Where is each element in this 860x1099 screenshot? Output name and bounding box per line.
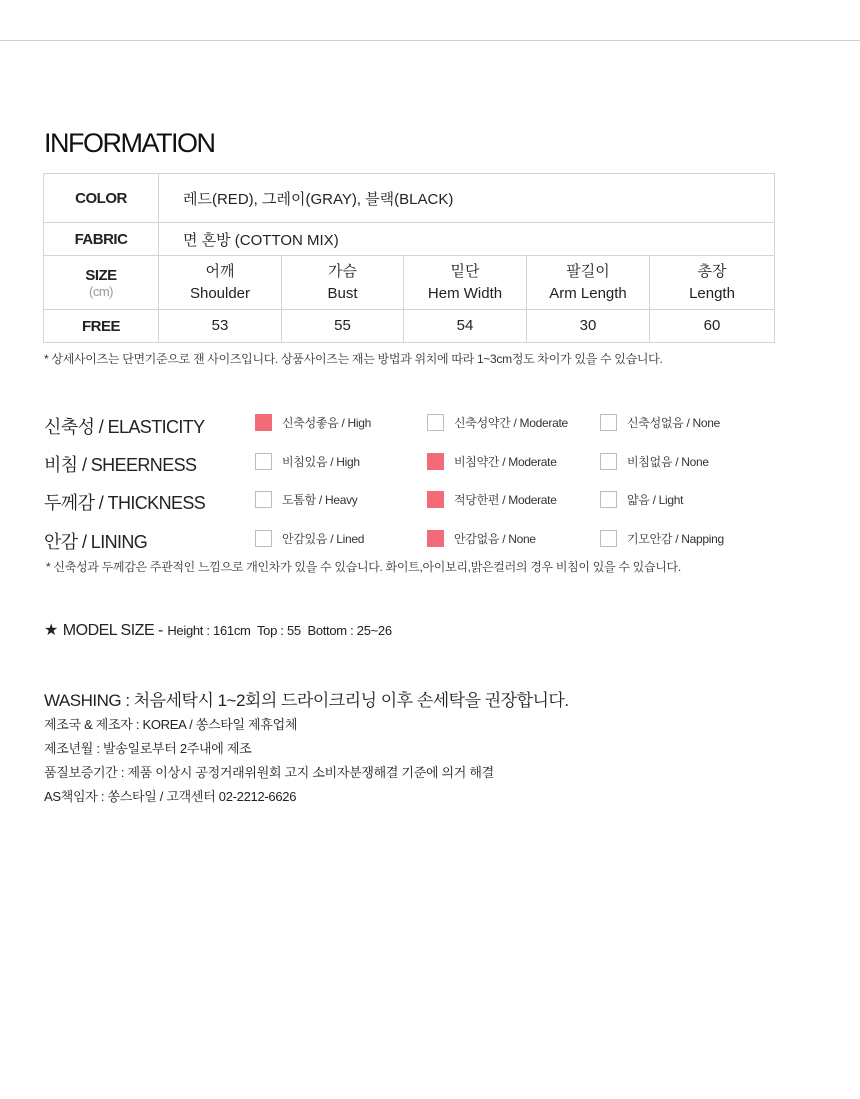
- model-size-details: Height : 161cm Top : 55 Bottom : 25~26: [167, 623, 392, 638]
- column-en: Shoulder: [189, 284, 251, 302]
- free-value-shoulder: 53: [159, 310, 282, 343]
- attr-label-lining: 안감 / LINING: [44, 532, 148, 552]
- option-label: 기모안감 / Napping: [627, 531, 724, 546]
- column-ko: 팔길이: [566, 262, 610, 280]
- column-header-shoulder: [159, 256, 282, 310]
- color-row: [44, 174, 775, 223]
- option-label: 적당한편 / Moderate: [454, 492, 557, 507]
- star-icon: ★: [44, 622, 59, 639]
- detail-line-warranty: 품질보증기간 : 제품 이상시 공정거래위원회 고지 소비자분쟁해결 기준에 의거 해결: [44, 765, 494, 780]
- option-lining-none: [427, 528, 536, 548]
- option-sheerness-none: [600, 451, 709, 471]
- option-elasticity-none: [600, 412, 720, 432]
- column-header-hem-width: [404, 256, 527, 310]
- detail-line-manufacture-date: 제조년월 : 발송일로부터 2주내에 제조: [44, 741, 252, 756]
- option-label: 안감없음 / None: [454, 531, 536, 546]
- option-sheerness-high: [255, 451, 360, 471]
- attr-label-elasticity: 신축성 / ELASTICITY: [44, 417, 205, 437]
- option-sheerness-moderate: [427, 451, 557, 471]
- column-en: Arm Length: [549, 284, 627, 302]
- detail-line-as-contact: AS책임자 : 쏭스타일 / 고객센터 02-2212-6626: [44, 789, 297, 804]
- free-size-row: [44, 310, 775, 343]
- column-header-length: [650, 256, 775, 310]
- color-value: 레드(RED), 그레이(GRAY), 블랙(BLACK): [159, 174, 775, 223]
- model-size-label: MODEL SIZE -: [62, 622, 163, 639]
- attr-label-thickness: 두께감 / THICKNESS: [44, 493, 206, 513]
- fabric-row: [44, 223, 775, 256]
- checkbox: [255, 453, 272, 470]
- option-label: 안감있음 / Lined: [282, 531, 365, 546]
- option-label: 도톰함 / Heavy: [282, 492, 358, 507]
- detail-line-manufacturer: 제조국 & 제조자 : KOREA / 쏭스타일 제휴업체: [44, 717, 298, 732]
- column-header-arm-length: [527, 256, 650, 310]
- option-elasticity-high: [255, 412, 371, 432]
- column-en: Length: [689, 284, 735, 302]
- column-en: Bust: [327, 284, 358, 302]
- checkbox: [427, 491, 444, 508]
- checkbox: [427, 530, 444, 547]
- checkbox: [600, 530, 617, 547]
- column-ko: 어깨: [205, 262, 235, 280]
- option-label: 신축성없음 / None: [627, 415, 721, 430]
- column-ko: 총장: [697, 262, 727, 280]
- size-label: SIZE: [85, 266, 117, 284]
- option-elasticity-moderate: [427, 412, 568, 432]
- option-lining-napping: [600, 528, 724, 548]
- option-thickness-moderate: [427, 489, 557, 509]
- product-info-table: [43, 173, 775, 343]
- fabric-label: FABRIC: [44, 223, 159, 256]
- size-label-cell: [44, 256, 159, 310]
- option-label: 비침있음 / High: [282, 454, 360, 469]
- option-label: 비침없음 / None: [627, 454, 709, 469]
- model-size-line: [44, 620, 392, 640]
- option-thickness-heavy: [255, 489, 358, 509]
- free-label: FREE: [44, 310, 159, 343]
- checkbox: [600, 414, 617, 431]
- column-ko: 가슴: [328, 262, 357, 280]
- checkbox: [255, 414, 272, 431]
- column-ko: 밑단: [450, 262, 480, 280]
- column-header-bust: [282, 256, 404, 310]
- checkbox: [427, 453, 444, 470]
- size-unit: (cm): [89, 283, 113, 299]
- attribute-note: * 신축성과 두께감은 주관적인 느낌으로 개인차가 있을 수 있습니다. 화이트,아이보리,밝은컬러의 경우 비침이 있을 수 있습니다.: [46, 560, 681, 574]
- attr-label-sheerness: 비침 / SHEERNESS: [44, 455, 197, 475]
- option-lining-lined: [255, 528, 364, 548]
- size-header-row: [44, 256, 775, 310]
- option-label: 얇음 / Light: [627, 492, 684, 507]
- fabric-value: 면 혼방 (COTTON MIX): [159, 223, 775, 256]
- page-title: INFORMATION: [44, 128, 215, 158]
- checkbox: [255, 491, 272, 508]
- option-label: 신축성약간 / Moderate: [454, 415, 568, 430]
- free-value-hem-width: 54: [404, 310, 527, 343]
- option-label: 신축성좋음 / High: [282, 415, 372, 430]
- free-value-arm-length: 30: [527, 310, 650, 343]
- size-note: * 상세사이즈는 단면기준으로 잰 사이즈입니다. 상품사이즈는 재는 방법과 위치에 따라 1~3cm정도 차이가 있을 수 있습니다.: [44, 352, 663, 366]
- free-value-length: 60: [650, 310, 775, 343]
- option-label: 비침약간 / Moderate: [454, 454, 557, 469]
- color-label: COLOR: [44, 174, 159, 223]
- checkbox: [600, 491, 617, 508]
- checkbox: [600, 453, 617, 470]
- column-en: Hem Width: [427, 284, 503, 302]
- checkbox: [255, 530, 272, 547]
- top-divider: [0, 40, 860, 41]
- washing-instructions: WASHING : 처음세탁시 1~2회의 드라이크리닝 이후 손세탁을 권장합니다.: [44, 691, 569, 710]
- free-value-bust: 55: [282, 310, 404, 343]
- option-thickness-light: [600, 489, 683, 509]
- checkbox: [427, 414, 444, 431]
